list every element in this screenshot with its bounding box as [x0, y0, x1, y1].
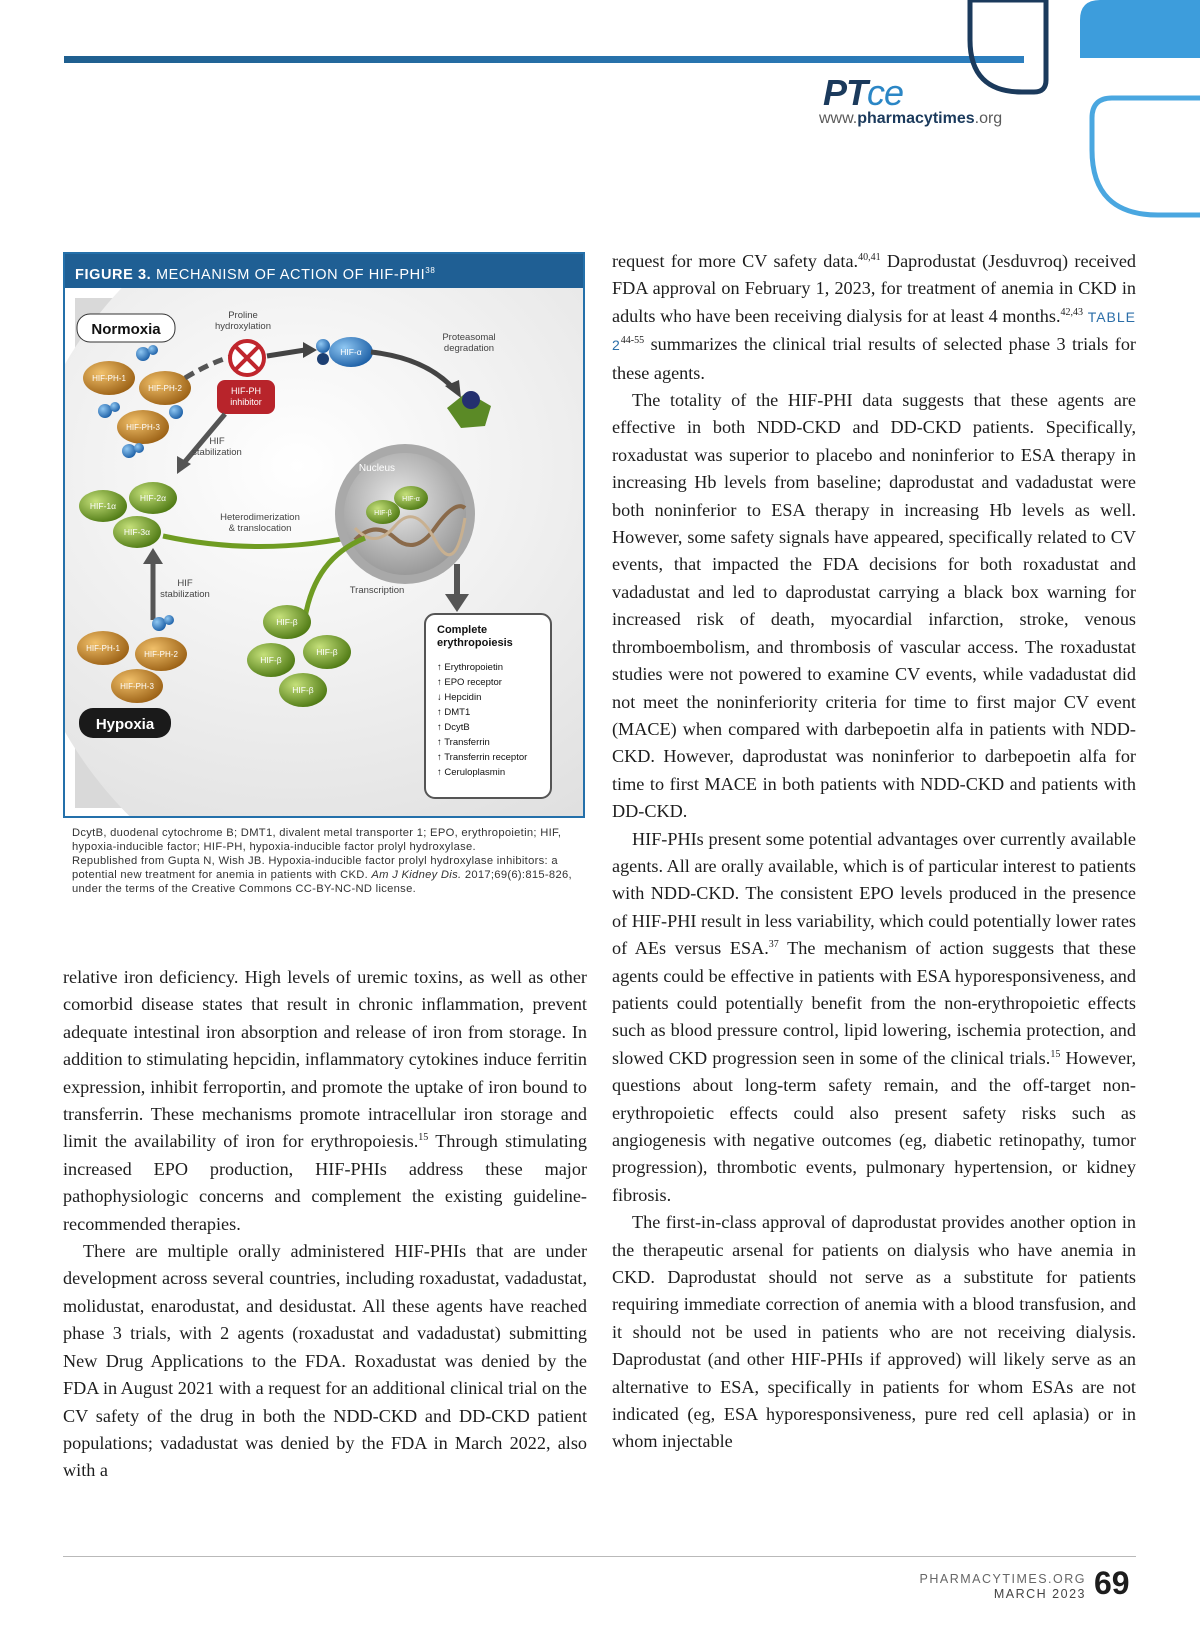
hif-alpha-nuclear-label: HIF-α: [402, 496, 420, 503]
footer-rule: [63, 1556, 1136, 1557]
proteasomal-label: Proteasomal: [442, 332, 496, 343]
figure-3: [63, 252, 585, 818]
logo-ce: ce: [867, 72, 904, 113]
erythro-title-2: erythropoiesis: [437, 637, 513, 649]
hetero-label-2: & translocation: [228, 523, 292, 534]
inhibitor-label-1: HIF-PH: [231, 386, 261, 396]
figure-label: FIGURE 3.: [75, 266, 152, 283]
normoxia-label: Normoxia: [91, 321, 161, 338]
citation: 40,41: [858, 251, 881, 263]
o2-molecule: [152, 617, 166, 631]
hif-ph1-top-label: HIF-PH-1: [92, 374, 126, 383]
hif-ph1-bottom-label: HIF-PH-1: [86, 644, 120, 653]
hif-beta-2-label: HIF-β: [316, 647, 338, 657]
right-paragraph-3: HIF-PHIs present some potential advantages over currently available agents. All are orally available, which is of particular interest to patients with NDD-CKD. The consistent EPO levels produced in the presence of HIF-PHI result in less variability, which could potentially lower rates of AEs versus ESA.$^{37}$ The mechanism of action suggests that these agents could be effective in patients with ESA hyporesponsiveness, and patients could potentially benefit from the non-erythropoietic effects such as blood pressure control, lipid lowering, ischemia protection, and slowed CKD progression seen in some of the clinical trials.$^{15}$ However, questions about long-term safety remain, and the off-target non-erythropoietic effects could also present safety risks such as angiogenesis with negative outcomes (eg, diabetic retinopathy, tumor progression), thrombotic events, pulmonary hypertension, or kidney fibrosis.: [612, 828, 1136, 1205]
hif-ph3-top-label: HIF-PH-3: [126, 423, 160, 432]
footer-issue: MARCH 2023: [993, 1587, 1086, 1601]
hif-ph2-top-label: HIF-PH-2: [148, 384, 182, 393]
o2-molecule: [164, 615, 174, 625]
right-paragraph-1: request for more CV safety data.$^{40,41}$ Daprodustat (Jesduvroq) received FDA approval on February 1, 2023, for treatment of anemia in CKD in adults who have been receiving dialysis for at least 4 months.$^{42,43}$ TABLE 2$^{44-55}$ summarizes the clinical trial results of selected phase 3 trials for these agents.: [612, 251, 1137, 383]
site-url[interactable]: www.pharmacytimes.org: [819, 110, 1003, 127]
footer-publication: [920, 1572, 1087, 1602]
transcription-label: Transcription: [349, 585, 405, 596]
o2-molecule: [122, 444, 136, 458]
figure-ref: 38: [425, 266, 436, 275]
hif-alpha-label: HIF-α: [340, 347, 362, 357]
left-column: [63, 964, 587, 1485]
o2-molecule: [110, 402, 120, 412]
oh-molecule: [316, 339, 330, 353]
hif-3a-label: HIF-3α: [123, 527, 151, 537]
right-paragraph-4: The first-in-class approval of daprodustat provides another option in the therapeutic arsenal for patients on dialysis who have anemia in CKD. Daprodustat should not serve as a substitute for patients requiring immediate correction of anemia with a blood transfusion, and it should not be used in patients who are not receiving dialysis. Daprodustat (and other HIF-PHIs if approved) will likely serve as an alternative to ESA, specifically in patients for whom ESAs are not indicated (eg, ESA hyporesponsiveness, pure red cell aplasia) or in whom injectable: [612, 1212, 1136, 1452]
ptce-logo[interactable]: [819, 72, 1003, 128]
o2-molecule: [169, 405, 183, 419]
stabilization-label-1: HIF: [209, 436, 225, 447]
erythro-item: ↑ Erythropoietin: [437, 662, 504, 673]
citation: 15: [1050, 1048, 1061, 1060]
o2-molecule: [98, 404, 112, 418]
figure-heading: [65, 254, 583, 288]
o2-molecule: [148, 345, 158, 355]
hif-beta-1-label: HIF-β: [276, 617, 298, 627]
hif-beta-4-label: HIF-β: [292, 685, 314, 695]
page-number: 69: [1094, 1565, 1130, 1601]
mechanism-diagram: [65, 288, 583, 816]
caption-abbreviations: DcytB, duodenal cytochrome B; DMT1, divalent metal transporter 1; EPO, erythropoietin; HIF, hypoxia-inducible factor; HIF-PH, hypoxia-inducible factor prolyl hydroxylase.: [72, 827, 562, 853]
left-paragraph-2: There are multiple orally administered HIF-PHIs that are under development across several countries, including roxadustat, vadadustat, molidustat, enarodustat, and desidustat. All these agents have reached phase 3 trials, with 2 agents (roxadustat and vadadustat) submitting New Drug Applications to the FDA. Roxadustat was denied by the FDA in August 2021 with a request for an additional clinical trial on the CV safety of the drug in both the NDD-CKD and DD-CKD patient populations; vadadustat was denied by the FDA in March 2022, also with a: [63, 1241, 587, 1481]
hypoxia-stab-label-2: stabilization: [160, 589, 210, 600]
corner-shape-blue: [1080, 0, 1200, 58]
erythro-title-1: Complete: [437, 624, 488, 636]
erythro-item: ↑ Transferrin receptor: [437, 752, 528, 763]
right-column: [612, 248, 1136, 1456]
left-paragraph-1: relative iron deficiency. High levels of uremic toxins, as well as other comorbid disease states that result in chronic inflammation, prevent adequate intestinal iron absorption and release of iron from storage. In addition to stimulating hepcidin, inflammatory cytokines induce ferritin expression, inhibit ferroportin, and promote the uptake of iron bound to transferrin. These mechanisms promote intracellular iron storage and limit the availability of iron for erythropoiesis.$^{15}$ Through stimulating increased EPO production, HIF-PHIs address these major pathophysiologic concerns and complement the existing guideline-recommended therapies.: [63, 967, 587, 1234]
citation: 42,43: [1060, 306, 1083, 318]
corner-shape-outline: [1092, 98, 1200, 215]
erythro-item: ↑ Transferrin: [437, 737, 490, 748]
hif-beta-nuclear-label: HIF-β: [374, 510, 392, 517]
hypoxia-stab-label-1: HIF: [177, 578, 193, 589]
proline-label: Proline: [228, 310, 258, 321]
header-rule: [64, 56, 1024, 63]
proteasome-core-icon: [462, 391, 480, 409]
o2-molecule: [136, 347, 150, 361]
erythro-item: ↓ Hepcidin: [437, 692, 482, 703]
table-2-link[interactable]: TABLE 2: [612, 308, 1137, 354]
logo-pt: PT: [823, 72, 868, 113]
citation: 44-55: [620, 335, 645, 347]
oh-molecule: [317, 353, 329, 365]
hypoxia-label: Hypoxia: [95, 716, 155, 733]
hetero-label-1: Heterodimerization: [220, 512, 300, 523]
figure-title: MECHANISM OF ACTION OF HIF-PHI: [155, 266, 426, 283]
erythro-item: ↑ EPO receptor: [437, 677, 502, 688]
hif-2a-label: HIF-2α: [139, 493, 167, 503]
erythro-item: ↑ DMT1: [437, 707, 471, 718]
citation: 15: [418, 1132, 429, 1144]
hif-ph2-bottom-label: HIF-PH-2: [144, 650, 178, 659]
figure-caption: [72, 826, 582, 896]
right-paragraph-2: The totality of the HIF-PHI data suggests that these agents are effective in both NDD-CKD and DD-CKD patients. Specifically, roxadustat was superior to placebo and noninferior to ESA therapy in increasing Hb levels from baseline; daprodustat and vadadustat were both noninferior to ESA therapy in increasing Hb levels as well. However, some safety signals have appeared, specifically related to CV events, that impacted the FDA decisions for both roxadustat and vadadustat and led to daprodustat carrying a black box warning for increased risk of death, myocardial infarction, stroke, venous thromboembolism, and thrombosis of vascular access. The roxadustat studies were not powered to examine CV events, while vadadustat did not meet the noninferiority criteria for time to first major CV event (MACE) when compared with darbepoetin alfa in patients with NDD-CKD. However, daprodustat was noninferior to darbepoetin alfa for time to first MACE in both patients with NDD-CKD and patients with DD-CKD.: [612, 390, 1136, 822]
degradation-label: degradation: [443, 343, 495, 354]
o2-molecule: [134, 443, 144, 453]
hif-ph3-bottom-label: HIF-PH-3: [120, 682, 154, 691]
erythro-item: ↑ Ceruloplasmin: [437, 767, 506, 778]
hydroxylation-label: hydroxylation: [215, 321, 271, 332]
footer-site[interactable]: PHARMACYTIMES.ORG: [919, 1572, 1086, 1586]
hif-1a-label: HIF-1α: [89, 501, 117, 511]
inhibitor-label-2: inhibitor: [230, 397, 262, 407]
hif-beta-3-label: HIF-β: [260, 655, 282, 665]
caption-source: Republished from Gupta N, Wish JB. Hypoxia-inducible factor prolyl hydroxylase inhibitors: a potential new treatment for anemia in patients with CKD. Am J Kidney Dis. 2017;69(6):815-826, under the terms of the Creative Commons CC-BY-NC-ND license.: [72, 855, 572, 895]
nucleus-label: Nucleus: [358, 463, 396, 474]
citation: 37: [768, 939, 779, 951]
erythro-item: ↑ DcytB: [437, 722, 470, 733]
stabilization-label-2: stabilization: [192, 447, 242, 458]
